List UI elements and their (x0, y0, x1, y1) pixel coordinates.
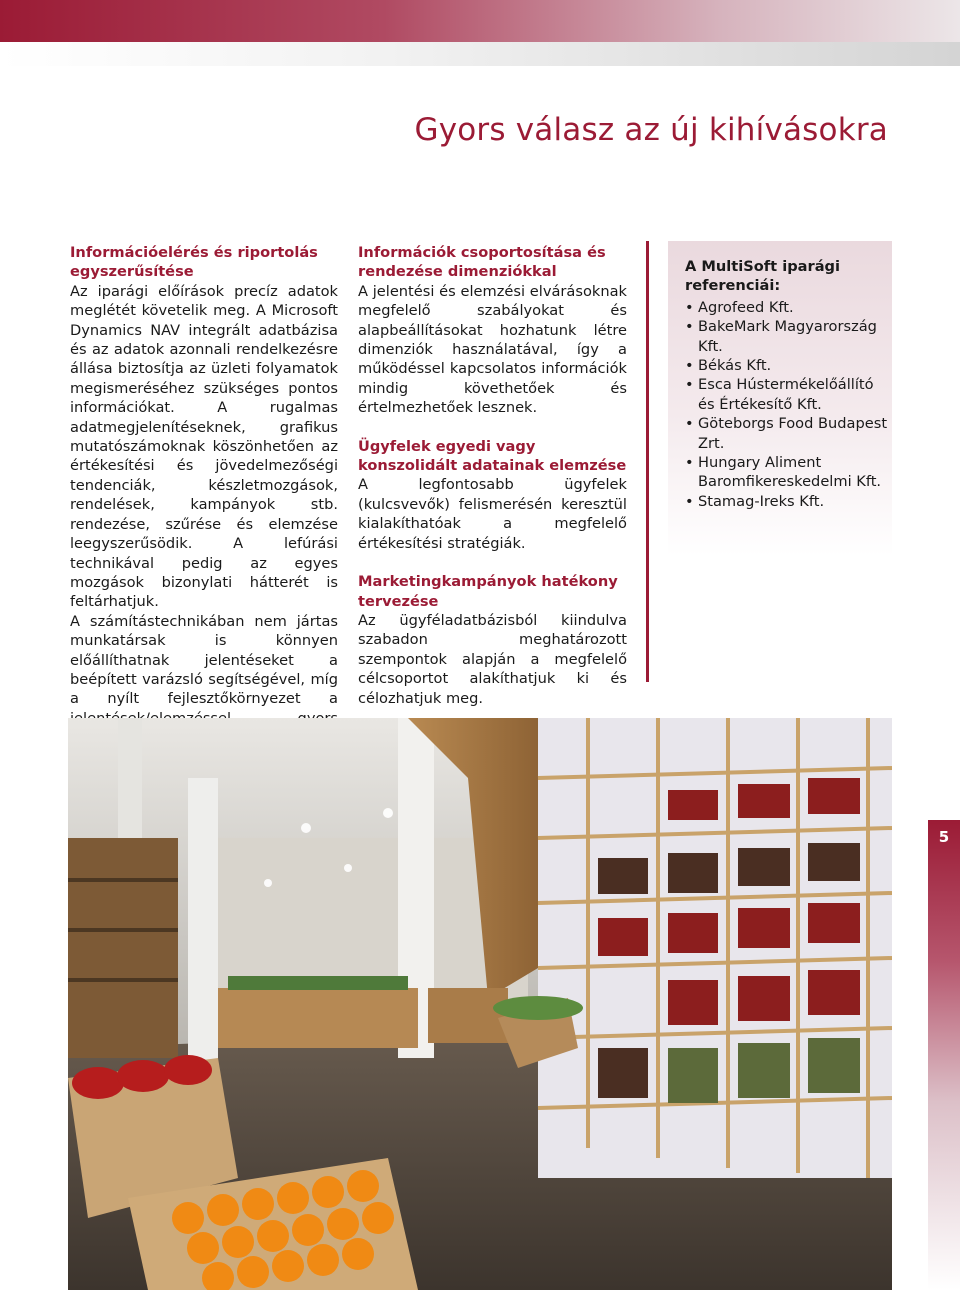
reference-item: • Göteborgs Food Budapest Zrt. (685, 414, 892, 453)
references-list (685, 298, 892, 511)
section-customer-analysis (358, 437, 627, 553)
paragraph: A legfontosabb ügyfelek (kulcsvevők) felismerésén keresztül kialakíthatóak a megfelelő értékesítési stratégiák. (358, 476, 627, 552)
reference-item: • Hungary Aliment Baromfikereskedelmi Kft. (685, 453, 892, 492)
section-heading: Információelérés és riportolás egyszerűsítése (70, 244, 318, 281)
page-number: 5 (938, 828, 950, 846)
section-heading: Marketingkampányok hatékony tervezése (358, 573, 618, 610)
section-heading: Ügyfelek egyedi vagy konszolidált adatainak elemzése (358, 437, 627, 475)
column-information-reporting (70, 243, 338, 748)
references-heading: A MultiSoft iparági referenciái: (685, 258, 841, 295)
header-shadow-bar (0, 42, 960, 66)
paragraph: Az ügyféladatbázisból kiindulva szabadon meghatározott szempontok alapján a megfelelő célcsoportot alakíthatjuk ki és célozhatjuk meg. (358, 611, 627, 707)
references-box (668, 241, 892, 556)
reference-item: • BakeMark Magyarország Kft. (685, 317, 892, 356)
section-heading: Információk csoportosítása és rendezése dimenziókkal (358, 244, 606, 281)
section-marketing-campaigns (358, 572, 627, 708)
section-dimensions (358, 243, 627, 418)
reference-item: • Esca Hústermékelőállító és Értékesítő Kft. (685, 375, 892, 414)
reference-item: • Agrofeed Kft. (685, 298, 892, 317)
store-interior-photo (68, 718, 892, 1290)
paragraph: A jelentési és elemzési elvárásoknak megfelelő szabályokat és alapbeállításokat hozhatunk létre dimenziók használatával, így a működéssel kapcsolatos információk mindig követhetőek és értelmezhetőek lesznek. (358, 282, 627, 417)
header-color-bar (0, 0, 960, 42)
paragraph: Az iparági előírások precíz adatok meglétét követelik meg. A Microsoft Dynamics NAV integrált adatbázisa és az adatok azonnali rendelkezésre állása biztosítja az üzleti folyamatok megismeréséhez szükséges pontos információkat. A rugalmas adatmegjelenítéseknek, grafikus mutatószámoknak köszönhetően az értékesítési és jövedelmezőségi tendenciák, készletmozgások, rendelések, kampányok stb. rendezése, szűrése és elemzése leegyszerűsödik. A lefúrási technikával pedig az egyes mozgások bizonylati hátterét is feltárhatjuk. (70, 282, 338, 611)
reference-item: • Stamag-Ireks Kft. (685, 492, 892, 511)
paragraph: A számítástechnikában nem jártas munkatársak is könnyen előállíthatnak jelentéseket a beépített varázsló segítségével, míg a nyílt fejlesztőkörnyezet a (70, 612, 338, 708)
reference-item: • Békás Kft. (685, 356, 892, 375)
column-analysis-features (358, 243, 627, 727)
page-title: Gyors válasz az új kihívásokra (414, 112, 888, 148)
page-number-tab (928, 820, 960, 1290)
column-divider (646, 241, 649, 682)
